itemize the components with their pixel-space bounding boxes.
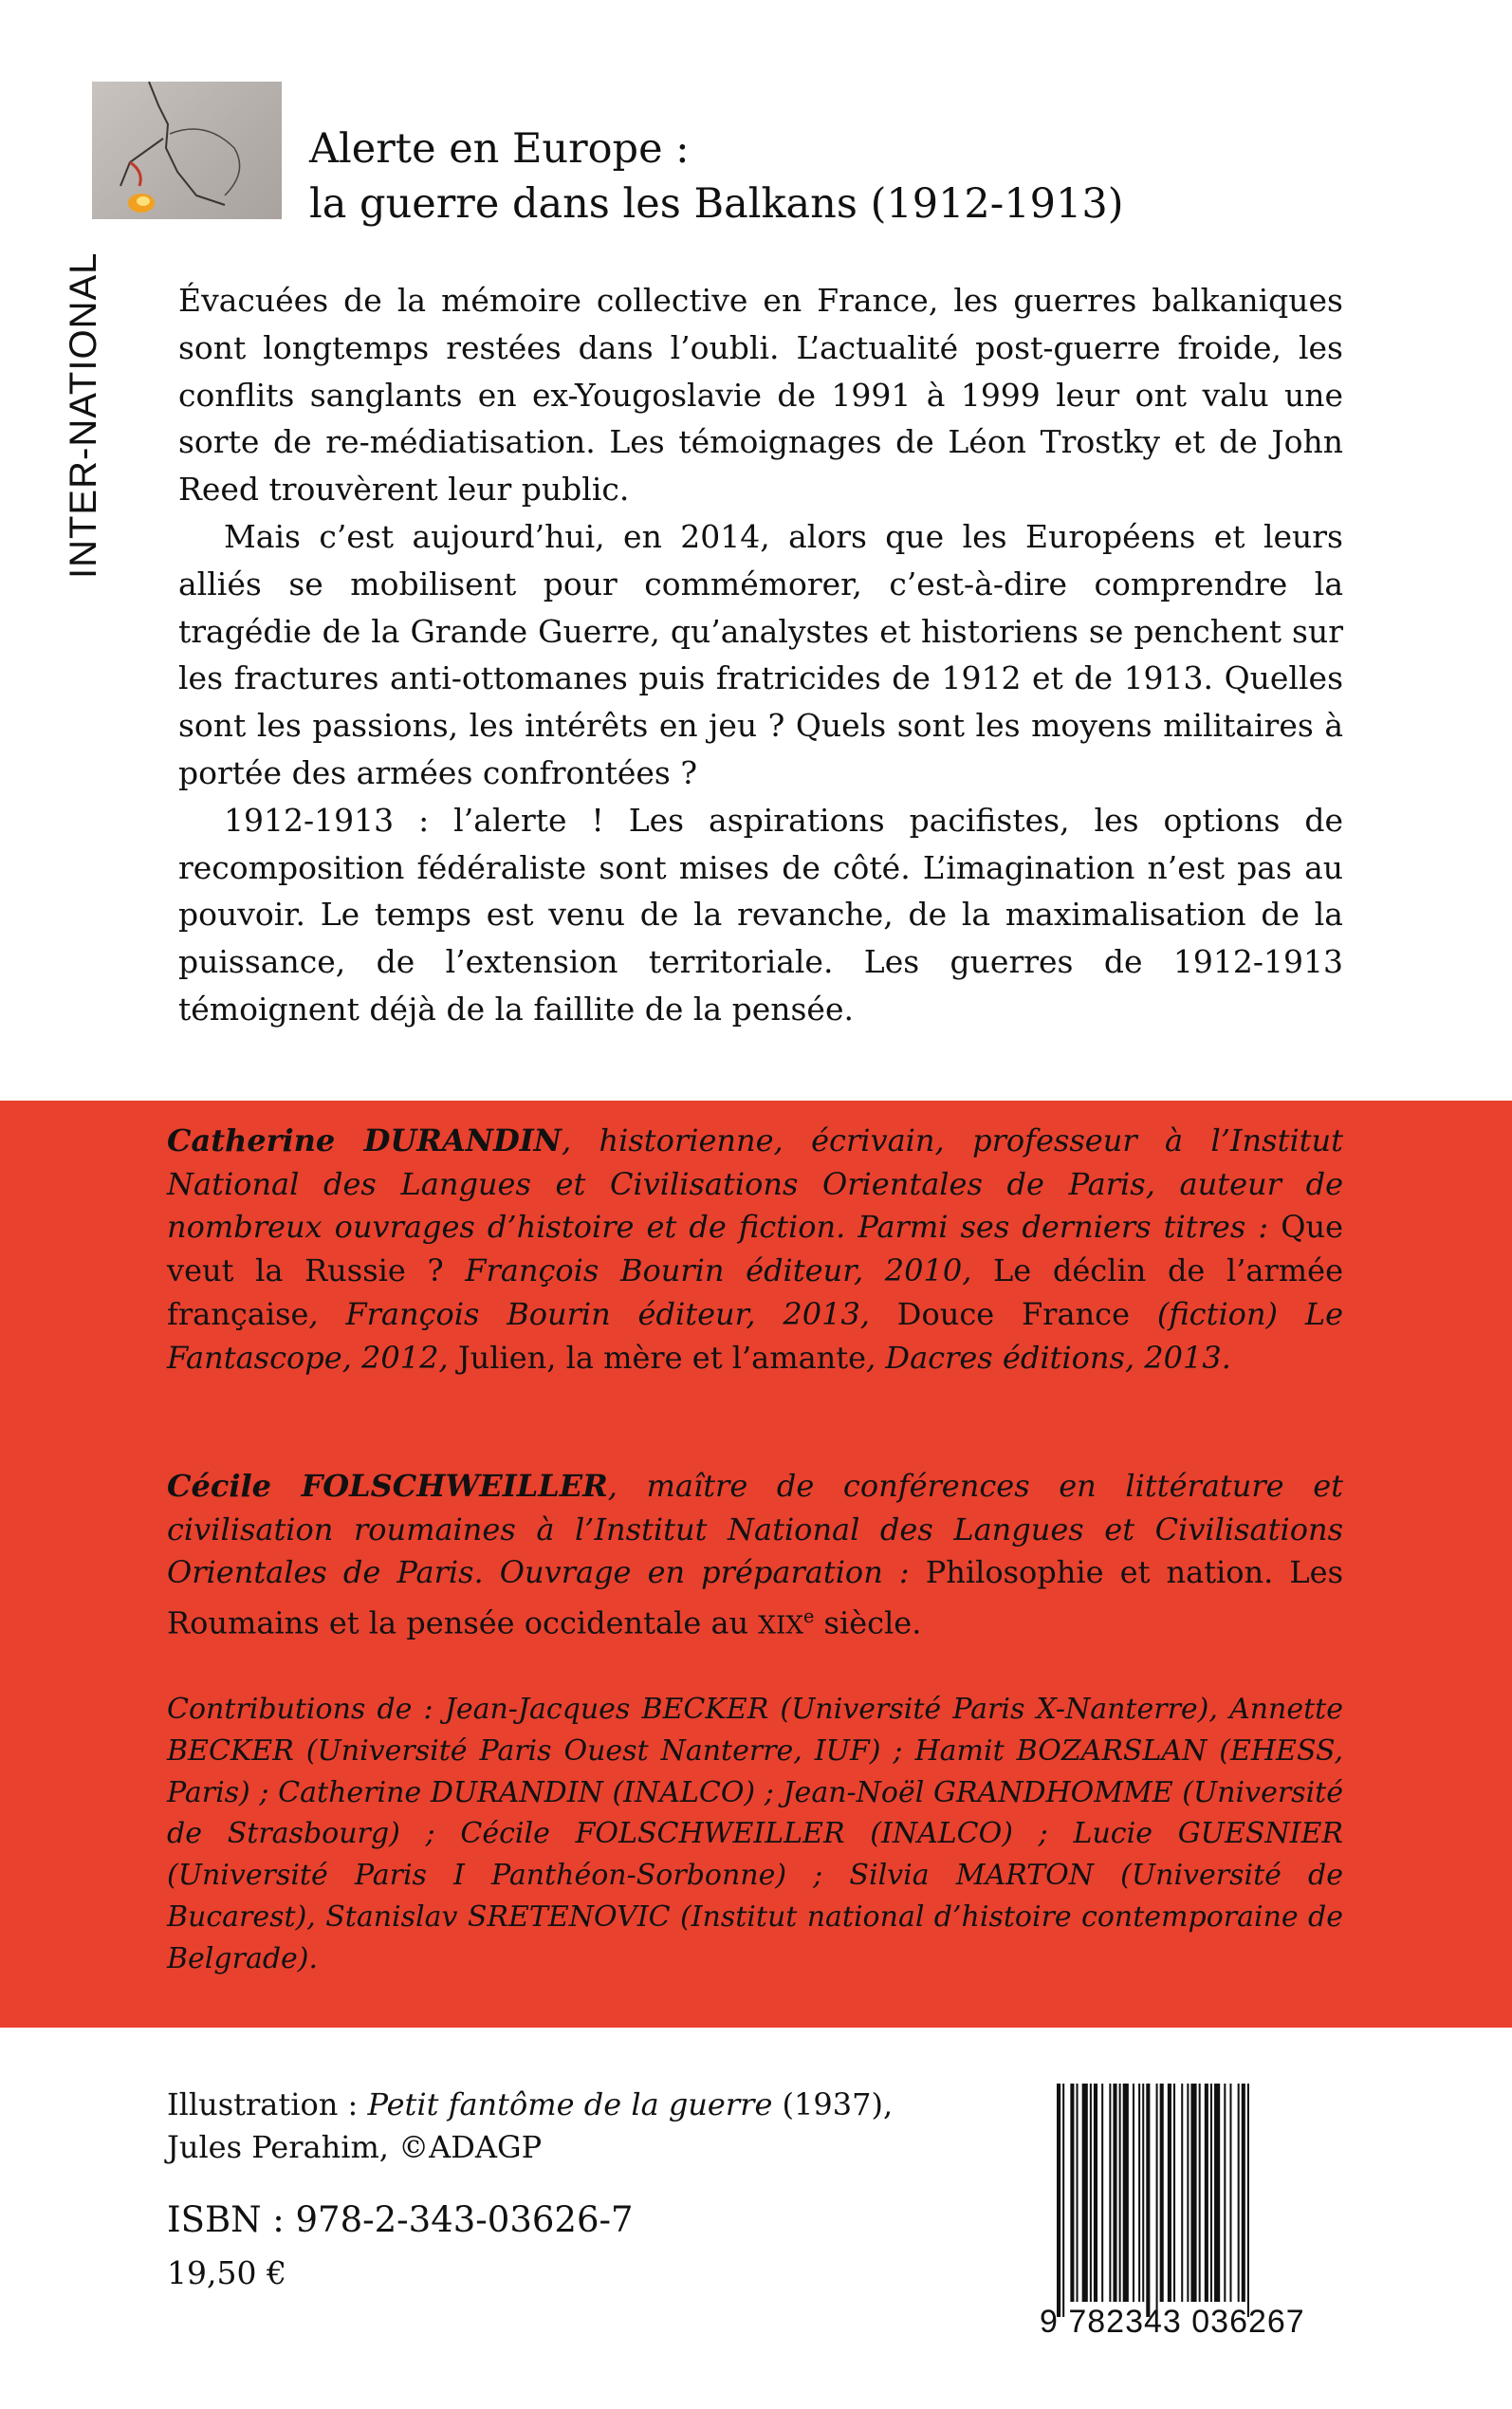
summary-text (178, 277, 1343, 1033)
summary-paragraph: 1912-1913 : l’alerte ! Les aspirations pacifistes, les options de recomposition fédéraliste sont mises de côté. L’imagination n’est pas au pouvoir. Le temps est venu de la revanche, de la maximalisation de la puissance, de l’extension territoriale. Les guerres de 1912-1913 témoignent déjà de la faillite de la pensée. (178, 801, 1343, 1028)
book-title-ref: siècle. (814, 1604, 922, 1641)
barcode-bar (1119, 2084, 1121, 2302)
book-title-ref: Douce France (896, 1295, 1131, 1332)
barcode-bar (1109, 2084, 1111, 2302)
barcode-bar (1187, 2084, 1189, 2302)
barcode-digits: 9 782343 036267 (1040, 2304, 1305, 2340)
book-title-ref: Que veut la Russie ? (167, 1209, 1343, 1289)
barcode-bar (1168, 2084, 1171, 2302)
book-title-ref: Julien, la mère et l’amante (457, 1339, 867, 1376)
cover-thumbnail-artwork (92, 82, 282, 219)
title-line-1: Alerte en Europe : (309, 125, 690, 173)
barcode-bar (1082, 2084, 1088, 2302)
contributors-list: Contributions de : Jean-Jacques BECKER (Université Paris X-Nanterre), Annette BECKER (Université Paris Ouest Nanterre, IUF) ; Hamit BOZARSLAN (EHESS, Paris) ; Catherine DURANDIN (INALCO) ; Jean-Noël GRANDHOMME (Université de Strasbourg) ; Cécile FOLSCHWEILLER (INALCO) ; Lucie GUESNIER (Université Paris I Panthéon-Sorbonne) ; Silvia MARTON (Université de Bucarest), Stanislav SRETENOVIC (Institut national d’histoire contemporaine de Belgrade). (167, 1693, 1343, 1975)
barcode-bar (1077, 2084, 1079, 2302)
bio-text: (fiction) Le Fantascope, 2012, (167, 1295, 1344, 1376)
credit-prefix: Illustration : (167, 2086, 368, 2122)
barcode-bar (1156, 2084, 1158, 2317)
book-title-ref: Le déclin de l’armée française (167, 1252, 1344, 1332)
barcode-bar (1214, 2084, 1220, 2302)
barcode-bar (1057, 2084, 1060, 2317)
barcode-bar (1224, 2084, 1226, 2302)
barcode-bar (1133, 2084, 1134, 2302)
barcode-bar (1094, 2084, 1097, 2302)
barcode-bar (1123, 2084, 1129, 2302)
bio-text: , historienne, écrivain, professeur à l’Institut National des Langues et Civilisations Orientales de Paris, auteur de nombreux ouvrages d’histoire et de fiction. Parmi ses derniers titres : (167, 1122, 1344, 1246)
barcode-bar (1062, 2084, 1064, 2317)
isbn: ISBN : 978-2-343-03626-7 (167, 2199, 634, 2240)
summary-paragraph: Évacuées de la mémoire collective en France, les guerres balkaniques sont longtemps restées dans l’oubli. L’actualité post-guerre froide, les conflits sanglants en ex-Yougoslavie de 1991 à 1999 leur ont valu une sorte de re-médiatisation. Les témoignages de Léon Trostky et de John Reed trouvèrent leur public. (178, 282, 1343, 509)
barcode-bar (1101, 2084, 1103, 2302)
author-name: Cécile FOLSCHWEILLER (167, 1468, 608, 1504)
barcode-bar (1210, 2084, 1212, 2302)
barcode-bar (1090, 2084, 1092, 2302)
barcode-bar (1199, 2084, 1201, 2302)
century-superscript: e (803, 1605, 815, 1628)
barcode-bar (1070, 2084, 1074, 2302)
barcode-bar (1247, 2084, 1249, 2317)
book-title (309, 121, 1124, 232)
barcode-bar (1190, 2084, 1196, 2302)
artwork-year: (1937), (772, 2086, 894, 2122)
artist-credit: Jules Perahim, ©ADAGP (167, 2129, 543, 2165)
barcode-bar (1160, 2084, 1164, 2302)
illustration-credit (167, 2084, 893, 2169)
book-title-ref: Philosophie et nation. Les Roumains et la pensée occidentale au (167, 1554, 1344, 1641)
series-label: INTER-NATIONAL (63, 251, 104, 579)
bio-text: , maître de conférences en littérature et civilisation roumaines à l’Institut National des Langues et Civilisations Orientales de Paris. Ouvrage en préparation : (167, 1468, 1343, 1591)
title-line-2: la guerre dans les Balkans (1912-1913) (309, 180, 1124, 228)
barcode-bar (1173, 2084, 1175, 2302)
barcode-bar (1229, 2084, 1231, 2302)
barcode-bar (1238, 2084, 1240, 2302)
century-numeral: XIX (758, 1611, 804, 1640)
barcode-bar (1146, 2084, 1150, 2317)
bio-text: , François Bourin éditeur, 2013, (308, 1295, 897, 1332)
barcode-bar (1205, 2084, 1208, 2302)
bio-text: , Dacres éditions, 2013. (866, 1339, 1231, 1376)
artwork-title: Petit fantôme de la guerre (367, 2086, 773, 2122)
price: 19,50 € (167, 2254, 286, 2291)
bio-text: François Bourin éditeur, 2010, (443, 1252, 994, 1289)
summary-paragraph: Mais c’est aujourd’hui, en 2014, alors que les Européens et leurs alliés se mobilisent pour commémorer, c’est-à-dire comprendre la tragédie de la Grande Guerre, qu’analystes et historiens se penchent sur les fractures anti-ottomanes puis fratricides de 1912 et de 1913. Quelles sont les passions, les intérêts en jeu ? Quels sont les moyens militaires à portée des armées confrontées ? (178, 517, 1343, 791)
barcode-bar (1138, 2084, 1140, 2302)
barcode-bar (1181, 2084, 1183, 2302)
author-bio-durandin (167, 1120, 1343, 1380)
author-name: Catherine DURANDIN (167, 1122, 562, 1158)
barcode-bar (1113, 2084, 1116, 2302)
barcode-bar (1242, 2084, 1245, 2302)
author-bio-folschweiller (167, 1465, 1343, 1648)
barcode-bar (1142, 2084, 1144, 2302)
